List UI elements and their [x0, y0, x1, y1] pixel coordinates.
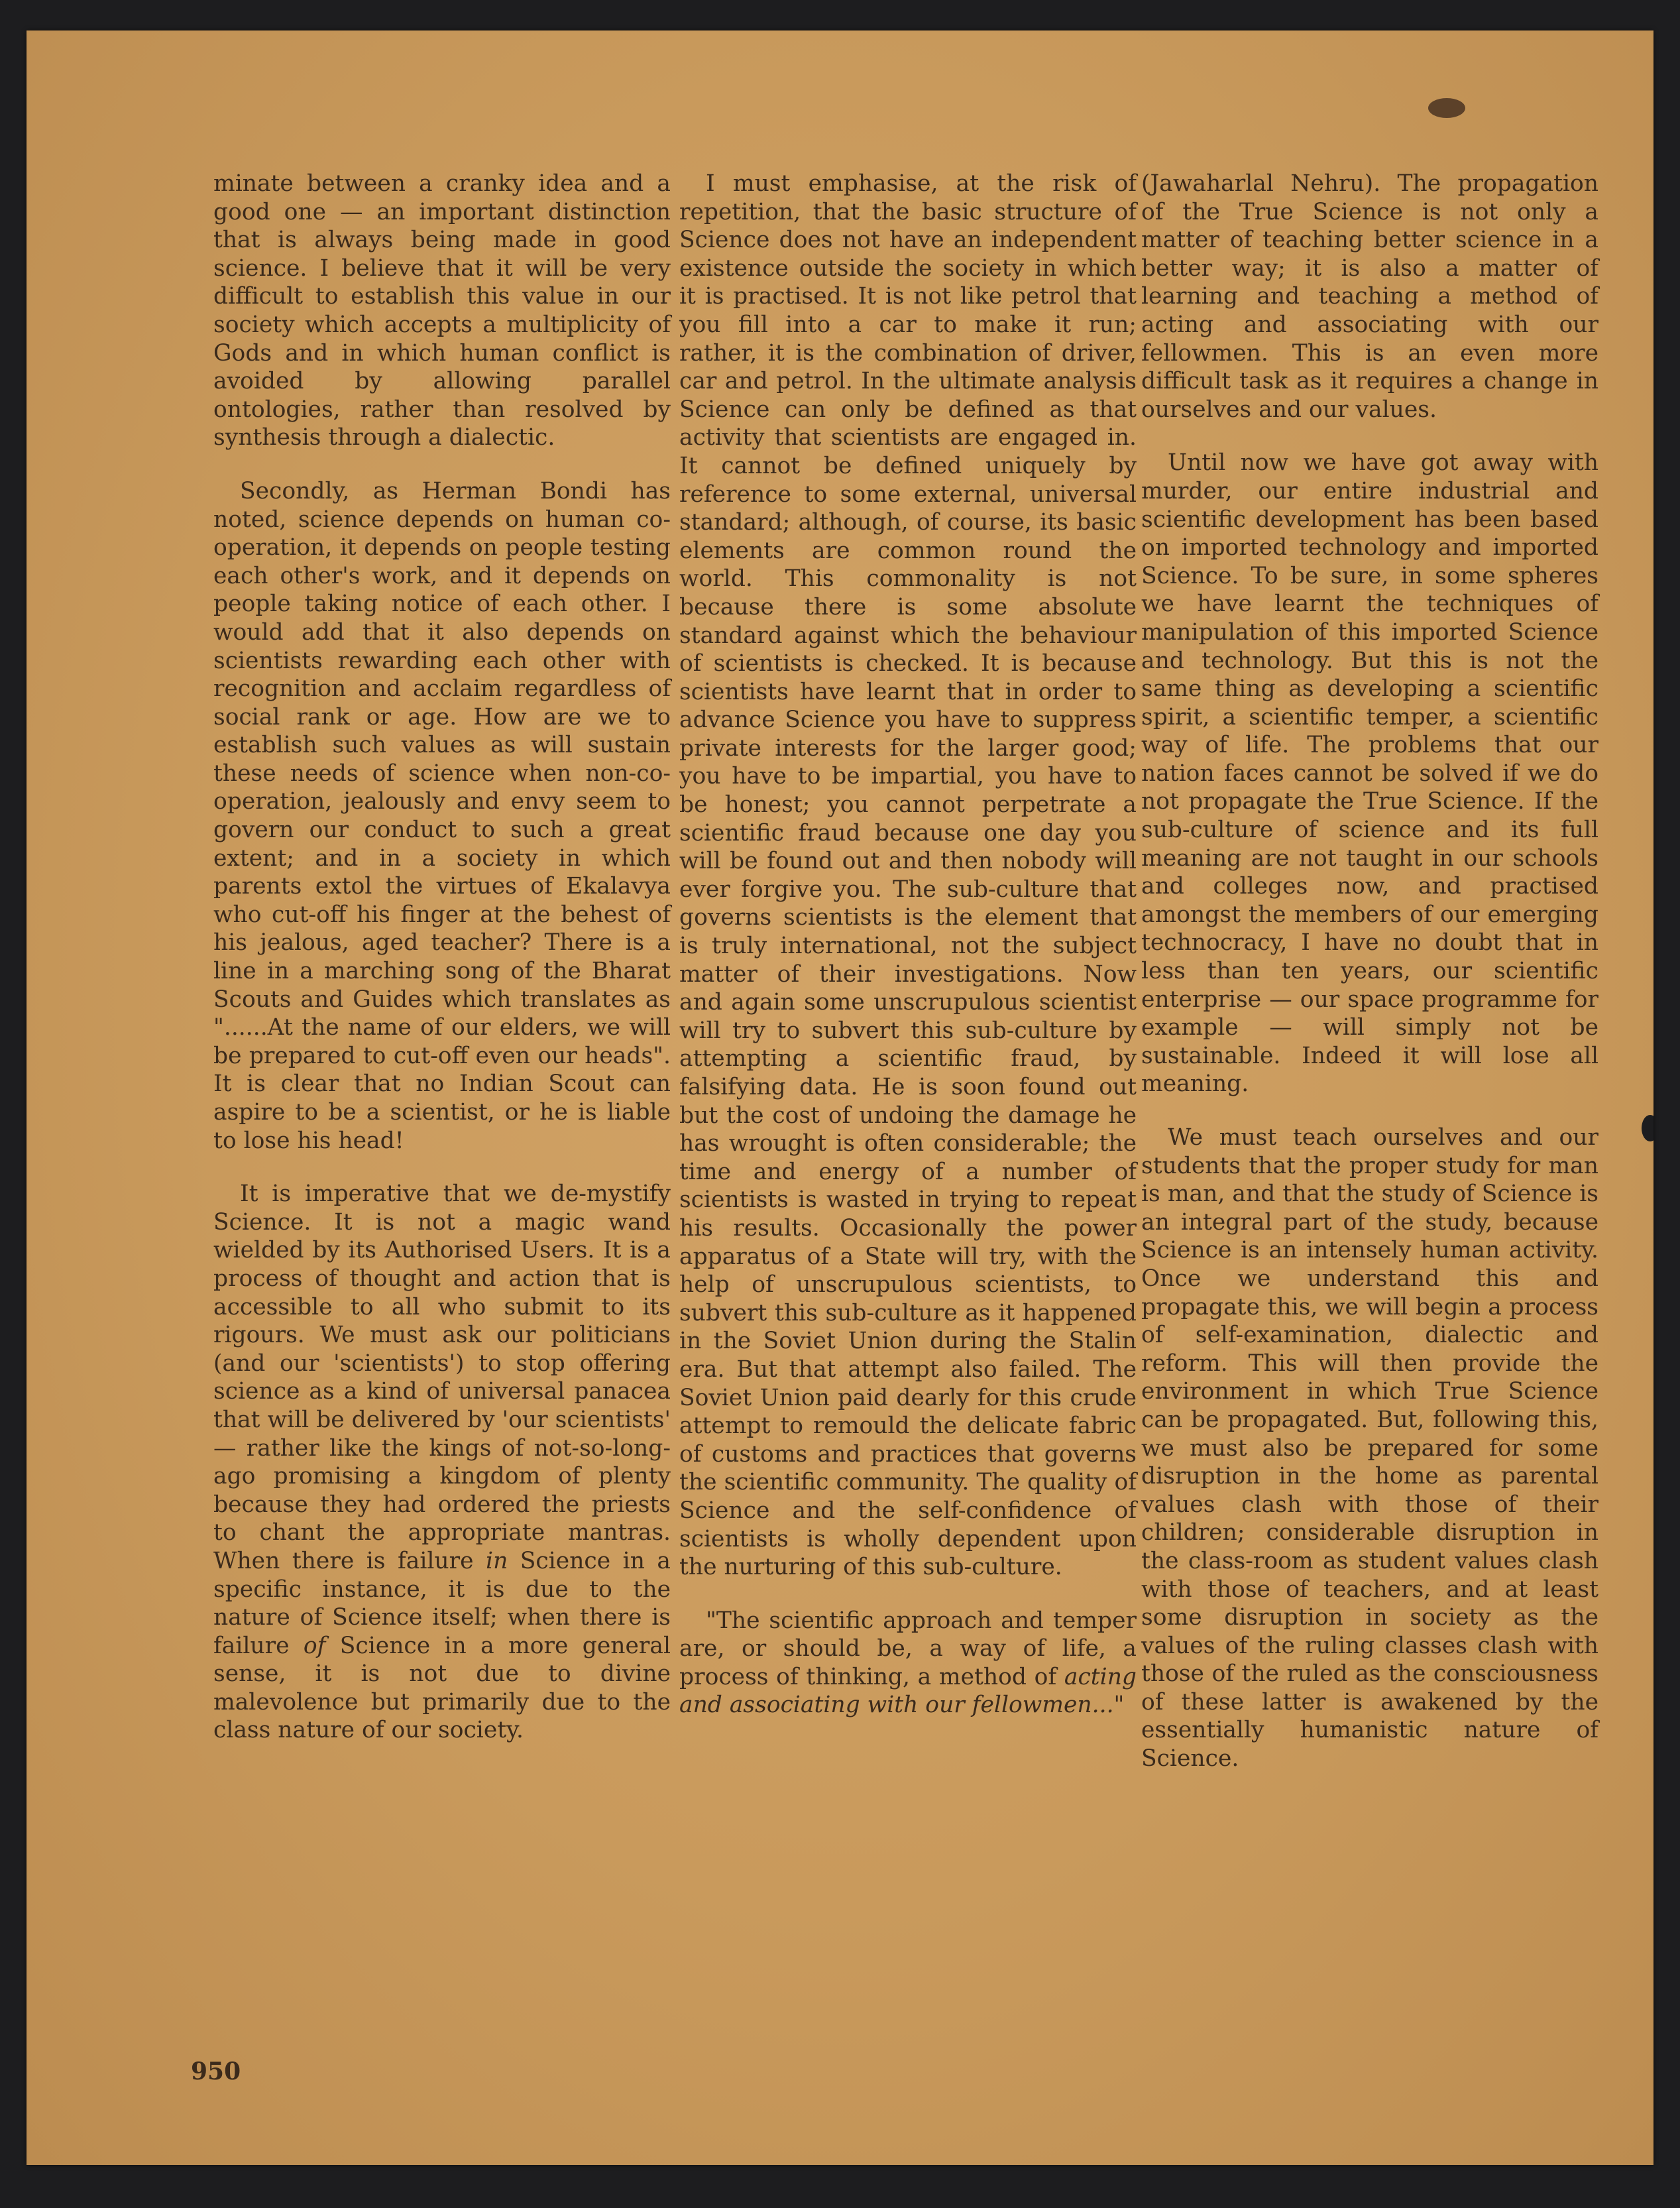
text-run: Science in a specific instance, it is due to the nature of Science itself; when there is failure — [213, 1547, 671, 1659]
paragraph: I must emphasise, at the risk of repetition, that the basic structure of Science does not have an independent existence outside the society in which it is practised. It is not like petrol that you fill into a car to make it run; rather, it is the combination of driver, car and petrol. In the ultimate analysis Science can only be defined as that activity that scientists are engaged in. It cannot be defined uniquely by reference to some external, universal standard; although, of course, its basic elements are common round the world. This commonality is not because there is some absolute standard against which the behaviour of scientists is checked. It is because scientists have learnt that in order to advance Science you have to suppress private interests for the larger good; you have to be impartial, you have to be honest; you cannot perpetrate a scientific fraud because one day you will be found out and then nobody will ever forgive you. The sub-culture that governs scientists is the element that is truly international, not the subject matter of their investigations. Now and again some unscrupulous scientist will try to subvert this sub-culture by attempting a scientific fraud, by falsifying data. He is soon found out but the cost of undoing the damage he has wrought is often considerable; the time and energy of a number of scientists is wasted in trying to repeat his results. Occasionally the power apparatus of a State will try, with the help of unscrupulous scientists, to subvert this sub-culture as it happened in the Soviet Union during the Stalin era. But that attempt also failed. The Soviet Union paid dearly for this crude attempt to remould the delicate fabric of customs and practices that governs the scientific community. The quality of Science and the self-confidence of scientists is wholly dependent upon the nurturing of this sub-culture. — [679, 170, 1137, 1581]
emphasis: in — [486, 1547, 508, 1574]
paragraph: Secondly, as Herman Bondi has noted, science depends on human co-operation, it depends on people testing each other's work, and it depends on people taking notice of each other. I would add that it also depends on scientists rewarding each other with recognition and acclaim regardless of social rank or age. How are we to establish such values as will sustain these needs of science when non-co-operation, jealously and envy seem to govern our conduct to such a great extent; and in a society in which parents extol the virtues of Ekalavya who cut-off his finger at the behest of his jealous, aged teacher? There is a line in a marching song of the Bharat Scouts and Guides which translates as "......At the name of our elders, we will be prepared to cut-off even our heads". It is clear that no Indian Scout can aspire to be a scientist, or he is liable to lose his head! — [213, 477, 671, 1154]
text-column-3 — [1141, 170, 1598, 1798]
emphasis: acting and associating with our fellowmen..." — [679, 1663, 1137, 1719]
paragraph — [213, 1180, 671, 1745]
page-number: 950 — [191, 2058, 241, 2085]
emphasis: of — [303, 1632, 326, 1659]
text-run: "The scientific approach and temper are, or should be, a way of life, a process of thinking, a method of — [679, 1607, 1137, 1690]
paragraph: We must teach ourselves and our students that the proper study for man is man, and that the study of Science is an integral part of the study, because Science is an intensely human activity. Once we understand this and propagate this, we will begin a process of self-examination, dialectic and reform. This will then provide the environment in which True Science can be propagated. But, following this, we must also be prepared for some disruption in the home as parental values clash with those of their children; considerable disruption in the class-room as student values clash with those of teachers, and at least some disruption in society as the values of the ruling classes clash with those of the ruled as the consciousness of these latter is awakened by the essentially humanistic nature of Science. — [1141, 1124, 1598, 1772]
paper-sheet — [27, 30, 1653, 2165]
text-column-1 — [213, 170, 671, 1770]
paragraph: Until now we have got away with murder, our entire industrial and scientific development has been based on imported technology and imported Science. To be sure, in some spheres we have learnt the techniques of manipulation of this imported Science and technology. But this is not the same thing as developing a scientific spirit, a scientific temper, a scientific way of life. The problems that our nation faces cannot be solved if we do not propagate the True Science. If the sub-culture of science and its full meaning are not taught in our schools and colleges now, and practised amongst the members of our emerging technocracy, I have no doubt that in less than ten years, our scientific enterprise — our space programme for example — will simply not be sustainable. Indeed it will lose all meaning. — [1141, 449, 1598, 1098]
paragraph: (Jawaharlal Nehru). The propagation of the True Science is not only a matter of teaching better science in a better way; it is also a matter of learning and teaching a method of acting and associating with our fellowmen. This is an even more difficult task as it requires a change in ourselves and our values. — [1141, 170, 1598, 423]
edge-notch — [1642, 1115, 1653, 1141]
text-run: Science in a more general sense, it is not due to divine malevolence but primarily due to the class nature of our society. — [213, 1632, 671, 1744]
text-column-2 — [679, 170, 1137, 1745]
stain-mark — [1428, 98, 1465, 118]
quote-paragraph — [679, 1607, 1137, 1719]
paragraph: minate between a cranky idea and a good one — an important distinction that is always being made in good science. I believe that it will be very difficult to establish this value in our society which accepts a multiplicity of Gods and in which human conflict is avoided by allowing parallel ontologies, rather than resolved by synthesis through a dialectic. — [213, 170, 671, 451]
text-run: It is imperative that we de-mystify Science. It is not a magic wand wielded by its Authorised Users. It is a process of thought and action that is accessible to all who submit to its rigours. We must ask our politicians (and our 'scientists') to stop offering science as a kind of universal panacea that will be delivered by 'our scientists' — rather like the kings of not-so-long-ago promising a kingdom of plenty because they had ordered the priests to chant the appropriate mantras. When there is failure — [213, 1181, 671, 1574]
